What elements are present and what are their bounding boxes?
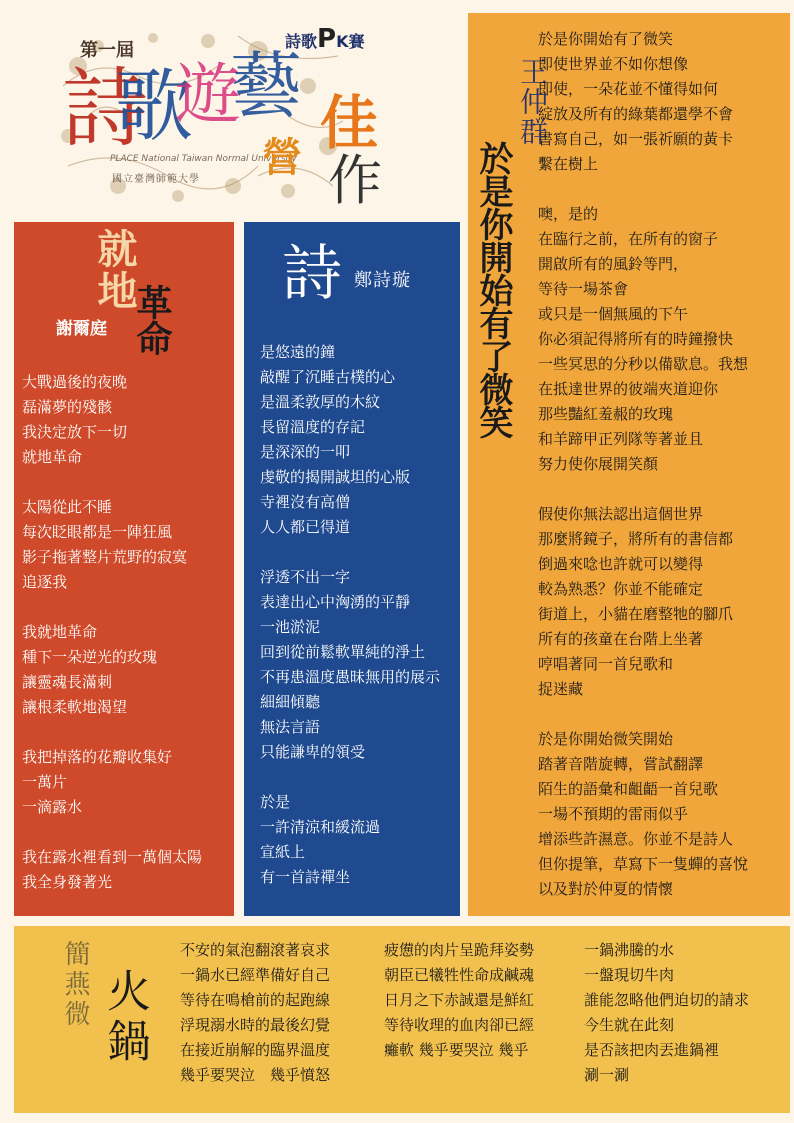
- poem-line: 我在露水裡看到一萬個太陽: [22, 848, 203, 866]
- poem-line: 不再患溫度愚昧無用的展示: [260, 668, 441, 686]
- poem-line: 讓根柔軟地渴望: [22, 698, 128, 716]
- poem-title: 於是你開始有了微笑: [473, 141, 513, 438]
- poem-line: 寺裡沒有高僧: [260, 493, 351, 511]
- poem-line: 我把掉落的花瓣收集好: [22, 748, 173, 766]
- poem-author: 王仲群: [516, 57, 549, 147]
- poem-line: [260, 765, 440, 790]
- poem-line: 踏著音階旋轉，嘗試翻譯: [538, 755, 704, 773]
- poem-line: 誰能忽略他們迫切的請求: [584, 991, 750, 1009]
- poem-line: 一池淤泥: [260, 618, 321, 636]
- logo-char-3: 遊: [175, 56, 241, 133]
- poem-line: [538, 177, 748, 202]
- zuo-char: 作: [328, 149, 382, 212]
- poem-line: 繫在樹上: [538, 155, 599, 173]
- poem-line: [22, 820, 202, 845]
- poem-line: 於是: [260, 793, 291, 811]
- poem-line: 等待收理的血肉卻已經: [384, 1016, 535, 1034]
- poem-line: 在接近崩解的臨界溫度: [180, 1041, 331, 1059]
- poem-line: [22, 720, 202, 745]
- poem-line: 假使你無法認出這個世界: [538, 505, 704, 523]
- poem-line: 癱軟 幾乎要哭泣 幾乎: [384, 1041, 529, 1059]
- poem-line: 或只是一個無風的下午: [538, 305, 689, 323]
- poem-line: 等待在鳴槍前的起跑線: [180, 991, 331, 1009]
- poem-line: 浮透不出一字: [260, 568, 351, 586]
- poem-title-top: 就地: [91, 228, 138, 312]
- poem-line: 街道上，小貓在磨整牠的腳爪: [538, 605, 734, 623]
- poem-line: [538, 477, 748, 502]
- poem-line: [22, 595, 202, 620]
- poem-line: 敲醒了沉睡古樸的心: [260, 368, 396, 386]
- poem-line: 朝臣已犧牲性命成鹹魂: [384, 966, 535, 984]
- poem-line: 就地革命: [22, 448, 83, 466]
- poem-line: 今生就在此刻: [584, 1016, 675, 1034]
- logo-char-2: 歌: [115, 62, 194, 152]
- poem-column-1: [180, 938, 330, 1088]
- poem-line: 涮一涮: [584, 1066, 630, 1084]
- jia-char: 佳: [320, 89, 379, 157]
- poem-line: 所有的孩童在台階上坐著: [538, 630, 704, 648]
- poem-line: 人人都已得道: [260, 518, 351, 536]
- poem-author: 鄭詩璇: [354, 270, 411, 291]
- edition-label: 第一屆: [80, 40, 134, 61]
- contest-label-prefix: 詩歌: [285, 32, 318, 51]
- poem-line: 書寫自己，如一張祈願的黃卡: [538, 130, 734, 148]
- poem-line: 影子拖著整片荒野的寂寞: [22, 548, 188, 566]
- poem-line: 虔敬的揭開誠坦的心版: [260, 468, 411, 486]
- poem-line: 陌生的語彙和齟齬一首兒歌: [538, 780, 719, 798]
- poem-line: 倒過來唸也許就可以變得: [538, 555, 704, 573]
- poem-line: 努力使你展開笑顏: [538, 455, 659, 473]
- logo-char-4: 藝: [230, 44, 303, 128]
- poem-line: 等待一場茶會: [538, 280, 629, 298]
- poem-line: 只能謙卑的領受: [260, 743, 366, 761]
- poem-line: 一鍋沸騰的水: [584, 941, 675, 959]
- poem-line: [538, 702, 748, 727]
- poem-line: 有一首詩禪坐: [260, 868, 351, 886]
- poem-line: 於是你開始有了微笑: [538, 30, 674, 48]
- poem-line: 種下一朵逆光的玫瑰: [22, 648, 158, 666]
- poem-panel-revolution: [14, 222, 234, 916]
- poem-line: 磊滿夢的殘骸: [22, 398, 113, 416]
- poem-line: 你必須記得將所有的時鐘撥快: [538, 330, 734, 348]
- poem-line: 一些冥思的分秒以備歇息。我想: [538, 355, 749, 373]
- poem-line: 大戰過後的夜晚: [22, 373, 128, 391]
- poem-line: 我決定放下一切: [22, 423, 128, 441]
- poem-line: 即使世界並不如你想像: [538, 55, 689, 73]
- poem-line: 宣紙上: [260, 843, 306, 861]
- poem-line: 噢，是的: [538, 205, 599, 223]
- poem-panel-hotpot: [14, 926, 790, 1113]
- poem-line: 開啟所有的風鈴等門，: [538, 255, 689, 273]
- poem-line: 浮現溺水時的最後幻覺: [180, 1016, 331, 1034]
- poem-line: 太陽從此不睡: [22, 498, 113, 516]
- poem-body: [260, 340, 440, 890]
- poem-line: 那麼將鏡子，將所有的書信都: [538, 530, 734, 548]
- poem-line: 是溫柔敦厚的木紋: [260, 393, 381, 411]
- contest-label-suffix: K賽: [336, 32, 365, 51]
- poem-panel-poetry: [244, 222, 460, 916]
- pk-p-letter: P: [317, 24, 337, 54]
- poem-body: [22, 370, 202, 895]
- poem-line: 是否該把肉丟進鍋裡: [584, 1041, 720, 1059]
- poem-line: 回到從前鬆軟單純的淨土: [260, 643, 426, 661]
- poem-line: 增添些許濕意。你並不是詩人: [538, 830, 734, 848]
- poem-line: 幾乎要哭泣 幾乎憤怒: [180, 1066, 331, 1084]
- poem-line: 我全身發著光: [22, 873, 113, 891]
- poem-title: 火鍋: [99, 968, 150, 1068]
- poem-line: 追逐我: [22, 573, 68, 591]
- poem-panel-smile: [468, 13, 790, 916]
- poem-title-bottom: 革命: [131, 284, 173, 356]
- poem-line: 讓靈魂長滿刺: [22, 673, 113, 691]
- poem-body: [538, 27, 748, 902]
- poem-line: 一鍋水已經準備好自己: [180, 966, 331, 984]
- poem-line: 我就地革命: [22, 623, 98, 641]
- poem-line: 細細傾聽: [260, 693, 321, 711]
- poem-line: 一許清涼和緩流過: [260, 818, 381, 836]
- poem-line: 表達出心中洶湧的平靜: [260, 593, 411, 611]
- poem-line: 即使，一朵花並不懂得如何: [538, 80, 719, 98]
- poem-line: 以及對於仲夏的情懷: [538, 880, 674, 898]
- logo-english-name: PLACE National Taiwan Normal University: [110, 154, 297, 164]
- poem-line: 一滴露水: [22, 798, 83, 816]
- poem-line: [22, 470, 202, 495]
- poem-title: 詩: [282, 239, 342, 309]
- poem-line: 是悠遠的鐘: [260, 343, 336, 361]
- logo-ying-char: 營: [262, 134, 302, 181]
- poem-line: 是深深的一叩: [260, 443, 351, 461]
- poem-line: 無法言語: [260, 718, 321, 736]
- poem-line: [260, 540, 440, 565]
- poem-column-2: [384, 938, 534, 1063]
- poem-author: 簡燕微: [60, 940, 90, 1030]
- poem-line: 不安的氣泡翻滾著哀求: [180, 941, 331, 959]
- poem-line: 一場不預期的雷雨似乎: [538, 805, 689, 823]
- poem-line: 哼唱著同一首兒歌和: [538, 655, 674, 673]
- logo-university: 國立臺灣師範大學: [112, 174, 200, 185]
- poem-line: 但你提筆，草寫下一隻蟬的喜悅: [538, 855, 749, 873]
- poem-line: 日月之下赤誠還是鮮紅: [384, 991, 535, 1009]
- logo-char-1: 詩: [62, 59, 138, 159]
- poem-line: 於是你開始微笑開始: [538, 730, 674, 748]
- poem-line: 長留溫度的存記: [260, 418, 366, 436]
- poem-column-3: [584, 938, 749, 1088]
- poem-line: 捉迷藏: [538, 680, 584, 698]
- poem-line: 一盤現切牛肉: [584, 966, 675, 984]
- poem-line: 疲憊的肉片呈跪拜姿勢: [384, 941, 535, 959]
- poem-line: 在抵達世界的彼端夾道迎你: [538, 380, 719, 398]
- poem-line: 較為熟悉？你並不能確定: [538, 580, 704, 598]
- poem-author: 謝爾庭: [56, 319, 107, 339]
- contest-header: [40, 14, 460, 212]
- poem-line: 每次眨眼都是一陣狂風: [22, 523, 173, 541]
- poem-line: 綻放及所有的綠葉都還學不會: [538, 105, 734, 123]
- poem-line: 和羊蹄甲正列隊等著並且: [538, 430, 704, 448]
- poem-line: 那些豔紅羞赧的玫瑰: [538, 405, 674, 423]
- poem-line: 在臨行之前，在所有的窗子: [538, 230, 719, 248]
- poem-line: 一萬片: [22, 773, 68, 791]
